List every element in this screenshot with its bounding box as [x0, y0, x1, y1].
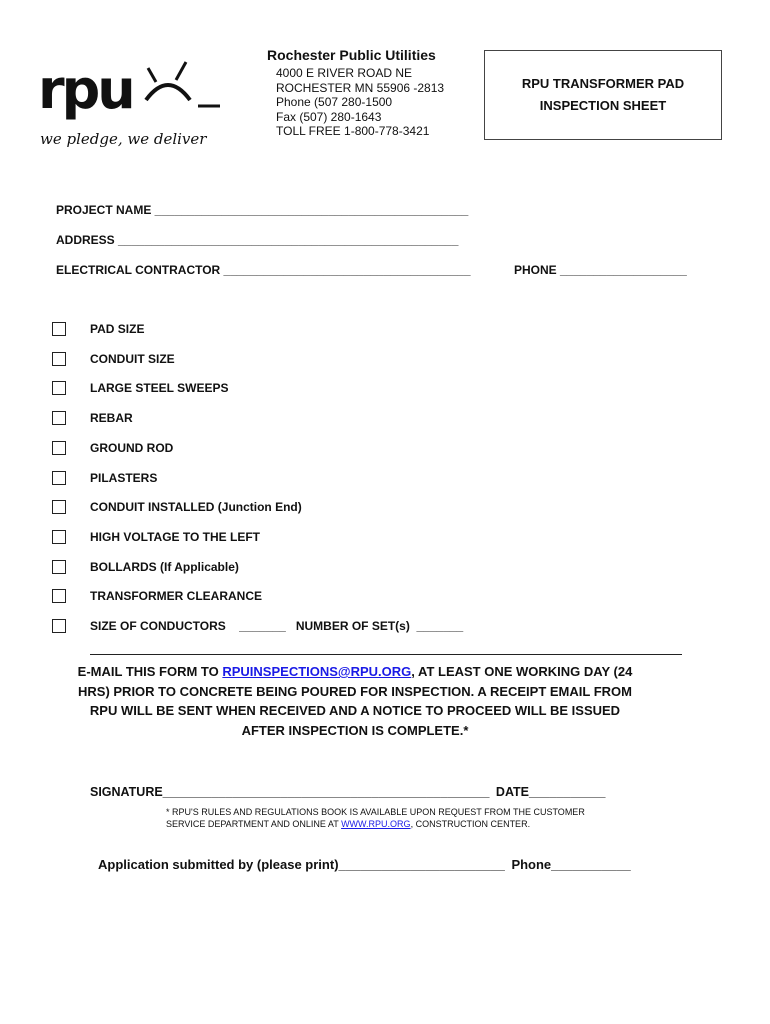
address-fax: Fax (507) 280-1643 — [276, 109, 382, 124]
checklist-item — [52, 379, 652, 399]
org-address-block — [276, 66, 444, 139]
checkbox[interactable] — [52, 322, 66, 336]
logo-tagline: we pledge, we deliver — [40, 130, 207, 148]
application-row — [98, 857, 631, 872]
address-line-1: 4000 E RIVER ROAD NE — [276, 66, 413, 80]
checklist-label: SIZE OF CONDUCTORS _______ NUMBER OF SET(s) _______ — [90, 619, 464, 633]
checklist-label: PILASTERS — [90, 471, 158, 485]
checklist-item — [52, 469, 652, 489]
notice-suffix: , AT LEAST ONE WORKING DAY (24 HRS) PRIOR TO CONCRETE BEING POURED FOR INSPECTION. A RECEIPT EMAIL FROM RPU WILL BE SENT WHEN RECEIVED AND A NOTICE TO PROCEED WILL BE ISSUED AFTER INSPECTION IS COMPLETE.* — [78, 664, 633, 738]
checklist-item — [52, 558, 652, 578]
checkbox[interactable] — [52, 352, 66, 366]
rpu-website-link[interactable]: WWW.RPU.ORG — [341, 819, 411, 829]
footnote-prefix: SERVICE DEPARTMENT AND ONLINE AT — [166, 819, 342, 829]
org-name: Rochester Public Utilities — [267, 47, 436, 63]
checklist-label: CONDUIT INSTALLED (Junction End) — [90, 500, 302, 514]
checklist-label: GROUND ROD — [90, 441, 174, 455]
signature-field[interactable]: SIGNATURE_______________________________________________ — [90, 785, 490, 799]
address-line-2: ROCHESTER MN 55906 -2813 — [276, 80, 445, 95]
checklist-item — [52, 498, 652, 518]
footnote — [166, 806, 585, 830]
date-field[interactable]: DATE___________ — [495, 785, 606, 799]
checklist-item — [52, 350, 652, 370]
checkbox[interactable] — [52, 500, 66, 514]
checkbox[interactable] — [52, 560, 66, 574]
checklist-label: HIGH VOLTAGE TO THE LEFT — [90, 530, 260, 544]
sun-arc-icon — [146, 85, 190, 100]
title-line-1: RPU TRANSFORMER PAD — [521, 76, 685, 91]
checkbox[interactable] — [52, 530, 66, 544]
footnote-line-2 — [166, 818, 585, 830]
checklist-label: BOLLARDS (If Applicable) — [90, 560, 239, 574]
checklist-label: CONDUIT SIZE — [90, 352, 175, 366]
checkbox[interactable] — [52, 381, 66, 395]
notice-prefix: E-MAIL THIS FORM TO — [77, 664, 223, 679]
checklist-item — [52, 528, 652, 548]
address-toll-free: TOLL FREE 1-800-778-3421 — [276, 124, 430, 138]
title-line-2: INSPECTION SHEET — [539, 98, 667, 113]
checkbox[interactable] — [52, 411, 66, 425]
checklist-item — [52, 320, 652, 340]
inspection-email-link[interactable]: RPUINSPECTIONS@RPU.ORG — [222, 664, 412, 679]
address-phone: Phone (507 280-1500 — [276, 95, 393, 109]
checklist-item — [52, 617, 652, 637]
checkbox[interactable] — [52, 619, 66, 633]
checklist-item — [52, 409, 652, 429]
checkbox[interactable] — [52, 589, 66, 603]
document-title-box — [484, 50, 722, 140]
checklist-label: TRANSFORMER CLEARANCE — [90, 589, 262, 603]
checklist-label: PAD SIZE — [90, 322, 145, 336]
phone-field[interactable]: PHONE ___________________ — [514, 263, 687, 277]
section-divider — [90, 654, 682, 655]
submitted-by-field[interactable]: Application submitted by (please print)_______________________ — [98, 857, 505, 872]
logo-wordmark: rpu — [38, 60, 133, 121]
checklist-item — [52, 439, 652, 459]
email-notice — [72, 662, 638, 740]
checkbox[interactable] — [52, 471, 66, 485]
address-field[interactable]: ADDRESS ___________________________________________________ — [56, 233, 459, 247]
project-name-field[interactable]: PROJECT NAME _______________________________________________ — [56, 203, 469, 217]
footnote-suffix: , CONSTRUCTION CENTER. — [410, 819, 531, 829]
footnote-line-1: * RPU'S RULES AND REGULATIONS BOOK IS AVAILABLE UPON REQUEST FROM THE CUSTOMER — [166, 807, 585, 817]
checkbox[interactable] — [52, 441, 66, 455]
checklist-label: LARGE STEEL SWEEPS — [90, 381, 229, 395]
signature-row — [90, 785, 606, 799]
checklist-item — [52, 587, 652, 607]
electrical-contractor-field[interactable]: ELECTRICAL CONTRACTOR _____________________________________ — [56, 263, 471, 277]
applicant-phone-field[interactable]: Phone___________ — [511, 857, 631, 872]
rpu-logo — [38, 60, 228, 155]
checklist-label: REBAR — [90, 411, 133, 425]
